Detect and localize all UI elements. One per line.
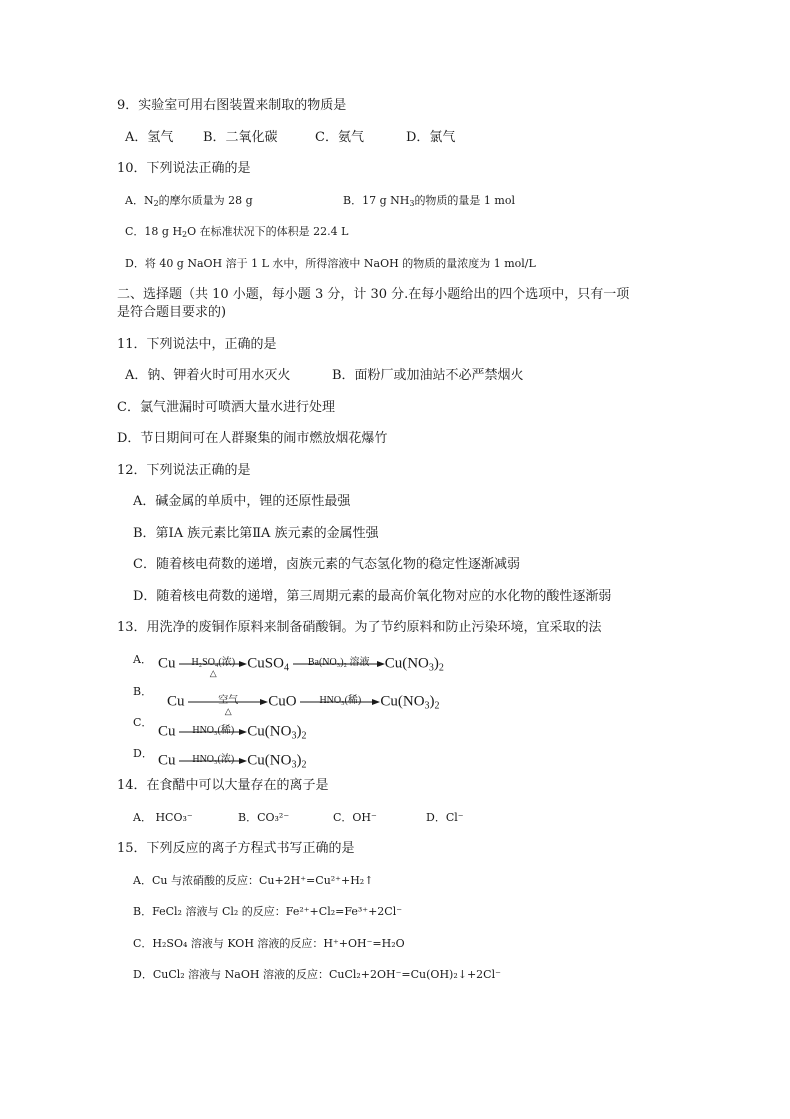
q12-option-c: C．随着核电荷数的递增，卤族元素的气态氢化物的稳定性逐渐减弱	[133, 557, 520, 572]
q13-scheme-c: Cu HNO₃(稀) $Cu(NO_3)_2$	[158, 723, 307, 742]
q12-stem: 12．下列说法正确的是	[117, 463, 251, 478]
section-heading-line2: 是符合题目要求的)	[117, 305, 227, 320]
q10-option-c: C．18 g $H_2O$ 在标准状况下的体积是 22.4 L	[125, 225, 349, 239]
reaction-arrow: Ba(NO₃)₂ 溶液	[293, 654, 385, 674]
q11-option-b: B．面粉厂或加油站不必严禁烟火	[332, 368, 524, 383]
q13-scheme-d: Cu HNO₃(浓) $Cu(NO_3)_2$	[158, 752, 307, 771]
q14-option-a: A． HCO₃⁻	[133, 811, 193, 824]
q11-option-c: C．氯气泄漏时可喷洒大量水进行处理	[117, 400, 335, 415]
q13-label-d: D．	[133, 747, 153, 760]
q11-option-a: A．钠、钾着火时可用水灭火	[125, 368, 291, 383]
section-heading-line1: 二、选择题（共 10 小题，每小题 3 分，计 30 分.在每小题给出的四个选项中，只有一项	[117, 287, 630, 302]
reaction-arrow: HNO₃(稀)	[179, 722, 247, 742]
reaction-arrow: HNO₃(稀)	[300, 692, 380, 712]
q14-option-b: B．CO₃²⁻	[238, 811, 290, 824]
q11-stem: 11．下列说法中，正确的是	[117, 337, 277, 352]
q15-option-b: B．FeCl₂ 溶液与 Cl₂ 的反应：Fe²⁺+Cl₂=Fe³⁺+2Cl⁻	[133, 905, 403, 918]
reaction-arrow: 空气 △	[188, 692, 268, 712]
q9-option-c: C．氨气	[315, 130, 364, 145]
q12-option-b: B．第ⅠA 族元素比第ⅡA 族元素的金属性强	[133, 526, 379, 541]
q13-label-a: A．	[133, 653, 152, 666]
q13-label-b: B．	[133, 685, 153, 698]
reaction-arrow: H₂SO₄(浓) △	[179, 654, 247, 674]
q13-label-c: C．	[133, 716, 153, 729]
q14-option-d: D．Cl⁻	[426, 811, 464, 824]
q9-option-b: B．二氧化碳	[203, 130, 278, 145]
q15-option-a: A．Cu 与浓硝酸的反应：Cu+2H⁺=Cu²⁺+H₂↑	[133, 874, 374, 887]
q13-scheme-b: Cu 空气 △ CuO HNO₃(稀) $Cu(NO_3)_2$	[167, 693, 440, 716]
q12-option-a: A．碱金属的单质中，锂的还原性最强	[133, 494, 351, 509]
q10-option-a: A．$N_2$的摩尔质量为 28 g	[125, 194, 253, 208]
q9-option-a: A．氢气	[125, 130, 174, 145]
q15-option-d: D．CuCl₂ 溶液与 NaOH 溶液的反应：CuCl₂+2OH⁻=Cu(OH)₂↓+2Cl⁻	[133, 968, 501, 981]
q10-option-d: D．将 40 g NaOH 溶于 1 L 水中，所得溶液中 NaOH 的物质的量浓度为 1 mol/L	[125, 257, 536, 270]
q14-option-c: C．OH⁻	[333, 811, 377, 824]
q9-option-d: D．氯气	[406, 130, 456, 145]
q13-stem: 13．用洗净的废铜作原料来制备硝酸铜。为了节约原料和防止污染环境，宜采取的法	[117, 620, 602, 635]
q14-stem: 14．在食醋中可以大量存在的离子是	[117, 778, 329, 793]
q15-option-c: C．H₂SO₄ 溶液与 KOH 溶液的反应：H⁺+OH⁻=H₂O	[133, 937, 405, 950]
q10-option-b: B．17 g $NH_3$的物质的量是 1 mol	[343, 194, 516, 208]
q9-stem: 9．实验室可用右图装置来制取的物质是	[117, 98, 347, 113]
q10-stem: 10．下列说法正确的是	[117, 161, 251, 176]
q12-option-d: D．随着核电荷数的递增，第三周期元素的最高价氧化物对应的水化物的酸性逐渐弱	[133, 589, 612, 604]
q15-stem: 15．下列反应的离子方程式书写正确的是	[117, 841, 355, 856]
q11-option-d: D．节日期间可在人群聚集的闹市燃放烟花爆竹	[117, 431, 388, 446]
reaction-arrow: HNO₃(浓)	[179, 751, 247, 771]
q13-scheme-a: Cu H₂SO₄(浓) △ CuSO$_4$ Ba(NO₃)₂ 溶液 $Cu(NO_3)_2$	[158, 655, 444, 678]
